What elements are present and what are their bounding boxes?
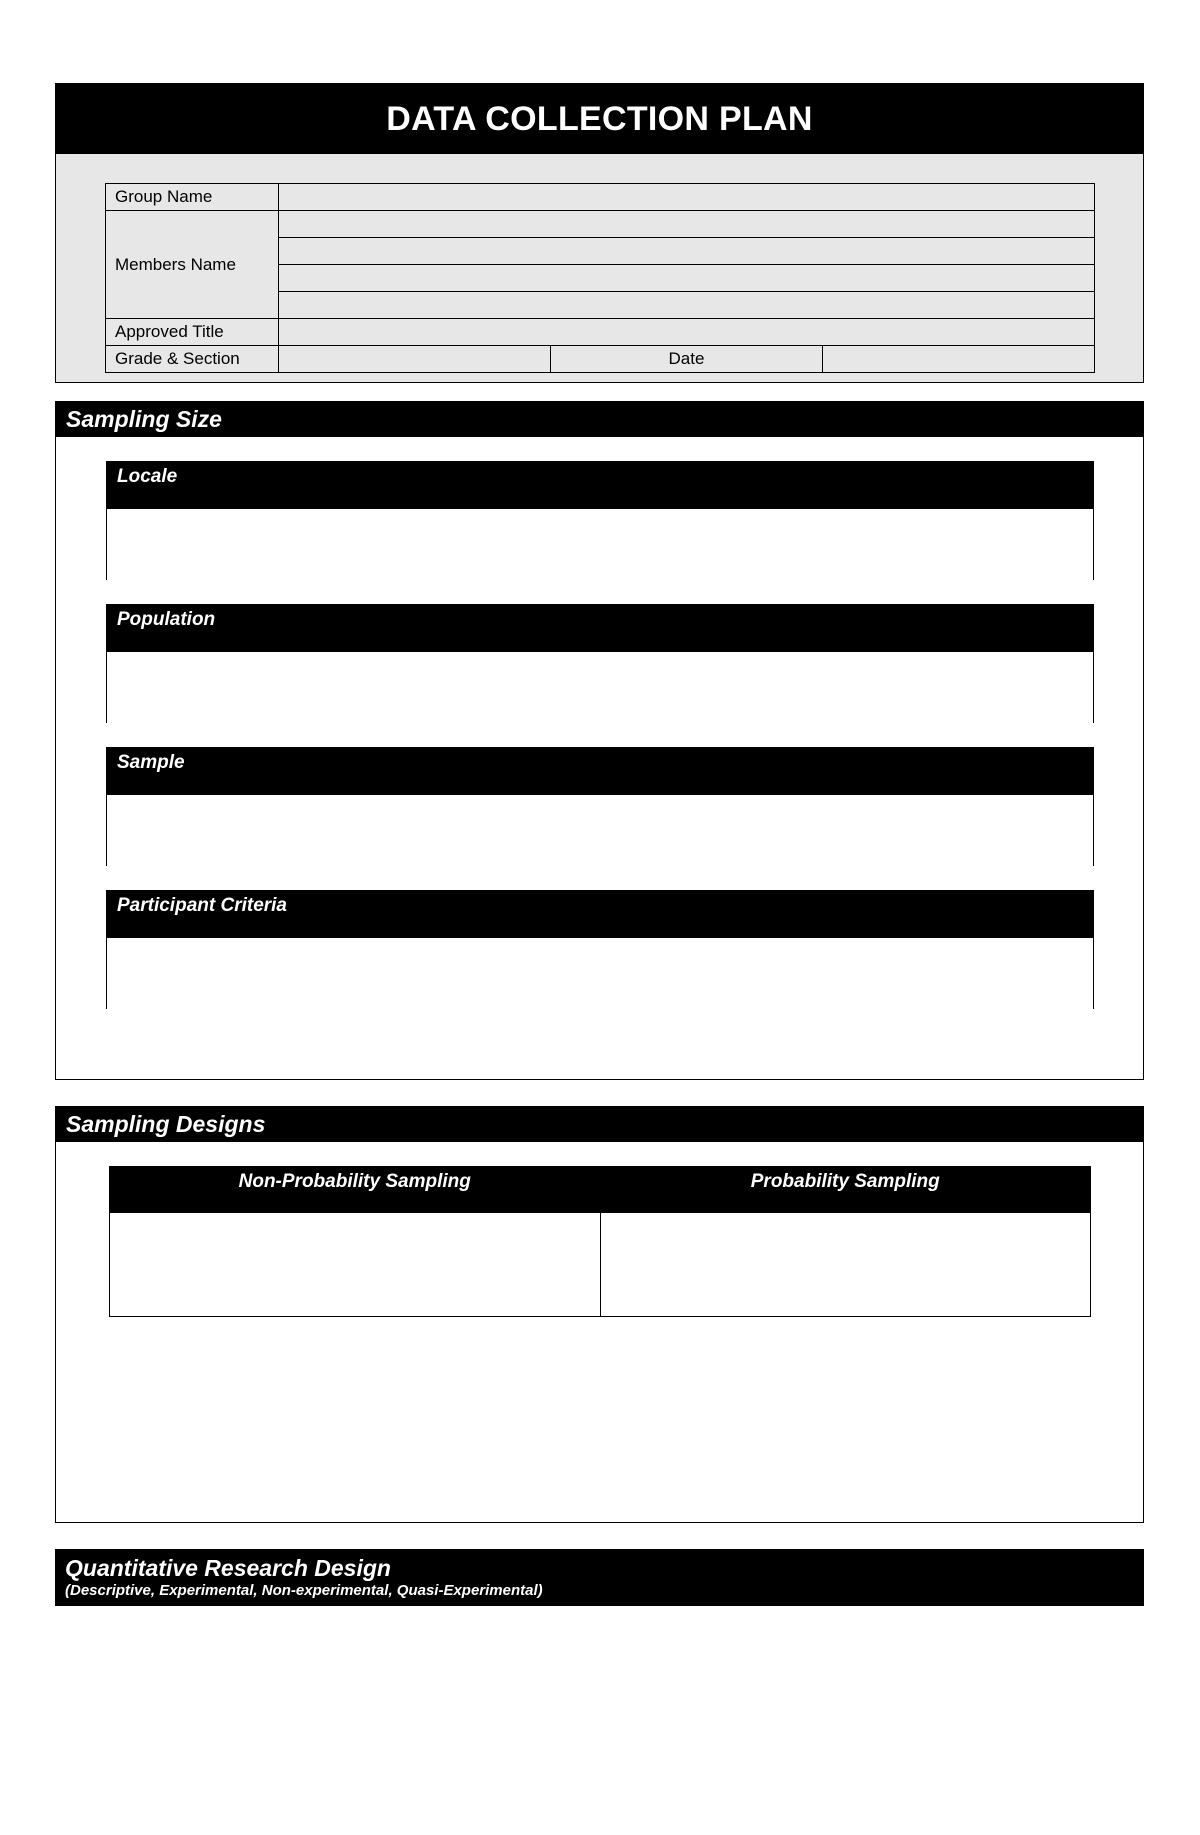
- member-name-field-3[interactable]: [279, 265, 1095, 292]
- approved-title-label: Approved Title: [106, 319, 279, 346]
- non-probability-sampling-header: Non-Probability Sampling: [110, 1167, 601, 1213]
- participant-criteria-label: Participant Criteria: [107, 891, 1093, 938]
- member-name-field-4[interactable]: [279, 292, 1095, 319]
- approved-title-field[interactable]: [279, 319, 1095, 346]
- date-label: Date: [551, 346, 823, 373]
- group-info-table: [105, 183, 1095, 373]
- non-probability-sampling-field[interactable]: [110, 1213, 601, 1317]
- locale-label: Locale: [107, 462, 1093, 509]
- date-field[interactable]: [823, 346, 1095, 373]
- population-box: [106, 604, 1094, 723]
- sample-label: Sample: [107, 748, 1093, 795]
- sampling-designs-table: [109, 1166, 1091, 1317]
- member-name-field-2[interactable]: [279, 238, 1095, 265]
- population-field[interactable]: [107, 652, 1093, 724]
- quantitative-design-heading: [55, 1549, 1144, 1606]
- locale-box: [106, 461, 1094, 580]
- page-title: DATA COLLECTION PLAN: [56, 84, 1143, 154]
- quantitative-design-title: Quantitative Research Design: [65, 1555, 391, 1581]
- sample-box: [106, 747, 1094, 866]
- probability-sampling-field[interactable]: [600, 1213, 1091, 1317]
- quantitative-design-section: [55, 1549, 1144, 1606]
- sampling-designs-section: [55, 1106, 1144, 1523]
- grade-section-field[interactable]: [279, 346, 551, 373]
- sample-field[interactable]: [107, 795, 1093, 867]
- probability-sampling-header: Probability Sampling: [600, 1167, 1091, 1213]
- population-label: Population: [107, 605, 1093, 652]
- member-name-field-1[interactable]: [279, 211, 1095, 238]
- plan-header-block: [55, 83, 1144, 383]
- locale-field[interactable]: [107, 509, 1093, 581]
- participant-criteria-box: [106, 890, 1094, 1009]
- participant-criteria-field[interactable]: [107, 938, 1093, 1010]
- sampling-designs-heading: Sampling Designs: [56, 1107, 1143, 1142]
- members-name-label: Members Name: [106, 211, 279, 319]
- quantitative-design-subtitle: (Descriptive, Experimental, Non-experimental, Quasi-Experimental): [65, 1582, 543, 1599]
- group-name-field[interactable]: [279, 184, 1095, 211]
- sampling-size-heading: Sampling Size: [56, 402, 1143, 437]
- grade-section-label: Grade & Section: [106, 346, 279, 373]
- sampling-size-section: [55, 401, 1144, 1080]
- group-name-label: Group Name: [106, 184, 279, 211]
